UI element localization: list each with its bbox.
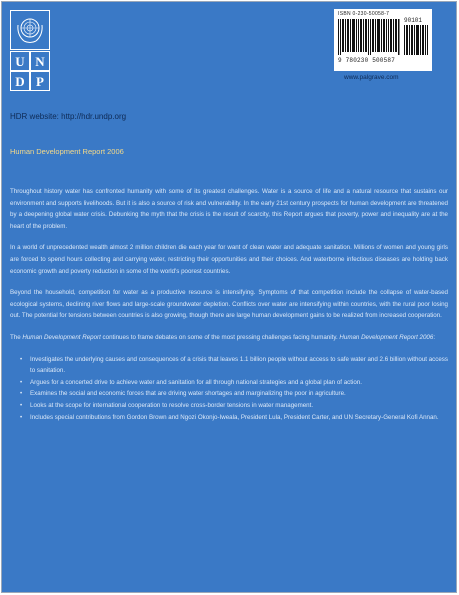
paragraph-2: In a world of unprecedented wealth almost 2 million children die each year for want of clean water and adequate sanitation. Millions of women and young girls are forced to spend hours collecting and carrying water, restricting their opportunities and their choices. And waterborne infectious diseases are holding back economic growth and poverty reduction in some of the world's poorest countries. xyxy=(10,244,448,275)
addon-bars xyxy=(404,25,428,55)
logo-letter-u: U xyxy=(10,51,30,71)
bullet-item: • Looks at the scope for international cooperation to resolve cross-border tensions in water management. xyxy=(20,400,448,412)
isbn-label: ISBN 0-230-50058-7 xyxy=(338,11,390,17)
logo-letter-n: N xyxy=(30,51,50,71)
logo-letter-d: D xyxy=(10,71,30,91)
isbn-barcode xyxy=(334,9,432,71)
book-back-cover xyxy=(1,1,457,593)
bullet-item: • Investigates the underlying causes and consequences of a crisis that leaves 1.1 billion people without access to safe water and 2.6 billion without access to sanitation. xyxy=(20,354,448,377)
intro-part-1: The xyxy=(10,333,23,341)
intro-italic-1: Human Development Report xyxy=(22,333,101,341)
bullet-list xyxy=(20,354,448,424)
hdr-website: HDR website: http://hdr.undp.org xyxy=(10,112,127,121)
intro-italic-2: Human Development Report 2006 xyxy=(339,333,434,341)
paragraph-1: Throughout history water has confronted humanity with some of its greatest challenges. Water is a source of life and a natural resource that sustains our environment and supports livelihoods. But it is also a source of risk and vulnerability. In the early 21st century prospects for human development are threatened by a deepening global water crisis. Debunking the myth that the crisis is the result of scarcity, this Report argues that poverty, power and inequality are at the heart of the problem. xyxy=(10,188,448,230)
undp-logo xyxy=(10,10,50,92)
barcode-addon xyxy=(404,17,428,55)
logo-letter-p: P xyxy=(30,71,50,91)
publisher-url: www.palgrave.com xyxy=(344,74,399,81)
blurb-text xyxy=(10,186,448,423)
un-emblem-icon xyxy=(10,10,50,50)
bullet-item: • Examines the social and economic forces that are driving water shortages and marginalizing the poor in agriculture. xyxy=(20,388,448,400)
intro-paragraph xyxy=(10,332,448,344)
barcode-addon-code: 90101 xyxy=(404,17,423,24)
intro-part-3: : xyxy=(433,333,436,341)
paragraph-3: Beyond the household, competition for water as a productive resource is intensifying. Symptoms of that competition include the collapse of water-based ecological systems, declining river flows and large-scale groundwater depletion. Conflicts over water are intensifying within countries, with the rural poor losing out. The potential for tensions between countries is also growing, though there are large human development gains to be realized from increased cooperation. xyxy=(10,289,448,320)
bullet-item: • Argues for a concerted drive to achieve water and sanitation for all through national strategies and a global plan of action. xyxy=(20,377,448,389)
intro-part-2: continues to frame debates on some of the most pressing challenges facing humanity. xyxy=(100,333,340,341)
report-title: Human Development Report 2006 xyxy=(10,147,124,156)
bullet-item: • Includes special contributions from Gordon Brown and Ngozi Okonjo-Iweala, President Lula, President Carter, and UN Secretary-General Kofi Annan. xyxy=(20,412,448,424)
barcode-digits: 9 780230 500587 xyxy=(338,57,396,64)
barcode-bars xyxy=(338,19,400,55)
